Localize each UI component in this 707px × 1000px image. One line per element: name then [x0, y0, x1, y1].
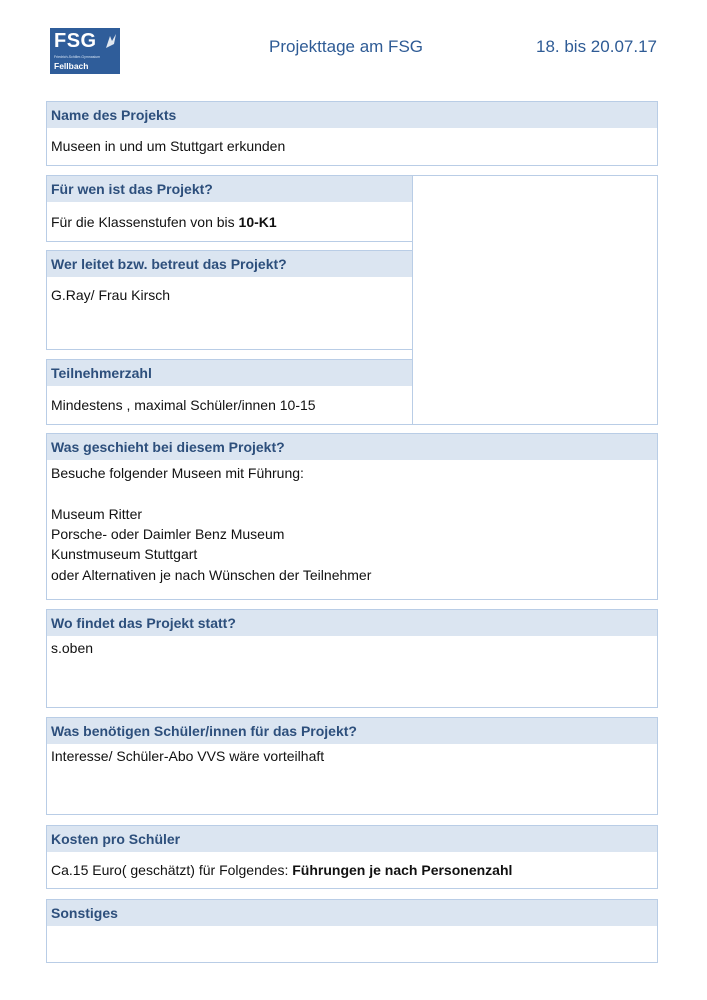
page-title: Projekttage am FSG	[269, 37, 424, 56]
leader-value: G.Ray/ Frau Kirsch	[51, 287, 171, 303]
activity-item: Kunstmuseum Stuttgart	[51, 546, 198, 562]
activities-intro: Besuche folgender Museen mit Führung:	[51, 465, 304, 481]
activities-label: Was geschieht bei diesem Projekt?	[47, 434, 657, 460]
cost-label: Kosten pro Schüler	[47, 826, 657, 852]
image-placeholder-box	[412, 175, 658, 425]
target-group-label: Für wen ist das Projekt?	[47, 176, 412, 202]
target-group-value: Für die Klassenstufen von bis 10-K1	[51, 214, 277, 230]
requirements-value: Interesse/ Schüler-Abo VVS wäre vorteilhaft	[51, 748, 325, 764]
participants-label: Teilnehmerzahl	[47, 360, 412, 386]
location-value: s.oben	[51, 640, 94, 656]
bird-icon	[104, 32, 118, 50]
logo-subtitle: Friedrich-Schiller-Gymnasium	[54, 55, 101, 59]
location-label: Wo findet das Projekt statt?	[47, 610, 657, 636]
event-date: 18. bis 20.07.17	[536, 37, 657, 56]
project-name-label: Name des Projekts	[47, 102, 657, 128]
logo-text: FSG	[54, 30, 97, 52]
participants-value: Mindestens , maximal Schüler/innen 10-15	[51, 397, 316, 413]
requirements-label: Was benötigen Schüler/innen für das Projekt?	[47, 718, 657, 744]
activity-item: Porsche- oder Daimler Benz Museum	[51, 526, 285, 542]
cost-value: Ca.15 Euro( geschätzt) für Folgendes: Führungen je nach Personenzahl	[51, 862, 513, 878]
logo-city: Fellbach	[54, 61, 89, 71]
activity-item: Museum Ritter	[51, 506, 143, 522]
misc-label: Sonstiges	[47, 900, 657, 926]
project-name-value: Museen in und um Stuttgart erkunden	[51, 138, 286, 154]
school-logo	[50, 28, 120, 74]
leader-label: Wer leitet bzw. betreut das Projekt?	[47, 251, 412, 277]
activity-item: oder Alternativen je nach Wünschen der Teilnehmer	[51, 567, 372, 583]
